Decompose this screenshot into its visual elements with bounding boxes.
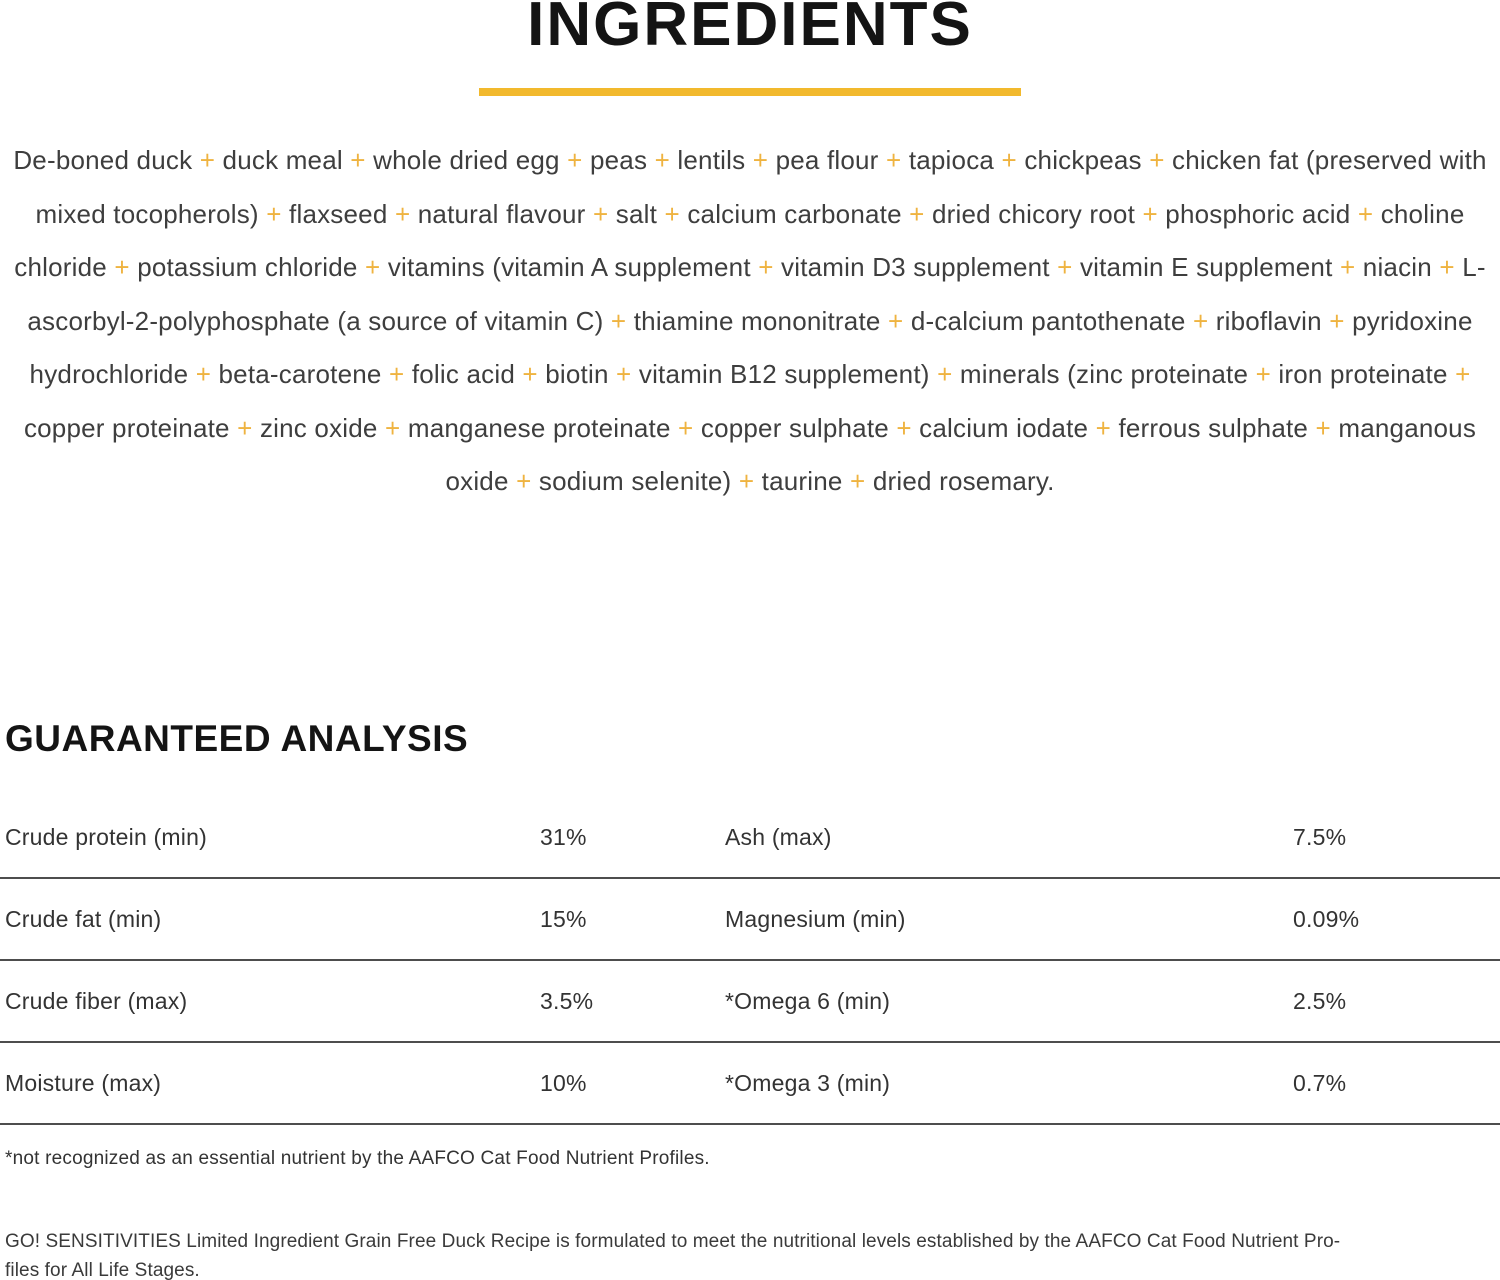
analysis-value: 10% — [540, 1069, 587, 1096]
formulation-line-2: files for All Life Stages. — [5, 1259, 200, 1280]
plus-separator: + — [1057, 252, 1073, 282]
plus-separator: + — [1439, 252, 1455, 282]
analysis-value: 0.09% — [1293, 905, 1360, 932]
analysis-row-fat-magnesium — [0, 879, 1500, 961]
plus-separator: + — [389, 359, 405, 389]
plus-separator: + — [237, 412, 253, 443]
plus-separator: + — [567, 145, 583, 175]
analysis-value: 3.5% — [540, 987, 594, 1014]
analysis-label: Moisture (max) — [5, 1069, 162, 1096]
plus-separator: + — [752, 145, 769, 175]
ingredients-title: INGREDIENTS — [527, 0, 973, 59]
plus-separator: + — [664, 198, 680, 229]
plus-separator: + — [522, 359, 538, 389]
analysis-value: 7.5% — [1293, 823, 1347, 850]
plus-separator: + — [850, 466, 866, 496]
plus-separator: + — [887, 305, 904, 336]
analysis-label: *Omega 3 (min) — [725, 1069, 891, 1096]
guaranteed-analysis-table — [0, 797, 1500, 1125]
analysis-label: Ash (max) — [725, 823, 832, 850]
analysis-label: Crude fiber (max) — [5, 987, 188, 1014]
plus-separator: + — [678, 412, 694, 443]
plus-separator: + — [885, 145, 902, 175]
plus-separator: + — [738, 466, 755, 496]
plus-separator: + — [592, 198, 609, 229]
plus-separator: + — [909, 198, 925, 229]
plus-separator: + — [616, 359, 632, 389]
plus-separator: + — [1455, 359, 1471, 389]
aafco-footnote: *not recognized as an essential nutrient by the AAFCO Cat Food Nutrient Profiles. — [5, 1148, 710, 1169]
analysis-value: 31% — [540, 823, 587, 850]
plus-separator: + — [266, 198, 282, 229]
plus-separator: + — [195, 359, 212, 389]
plus-separator: + — [937, 359, 953, 389]
plus-separator: + — [365, 252, 381, 282]
ingredients-list: De-boned duck + duck meal + whole dried egg + peas + lentils + pea flour + tapioca + chickpeas + chicken fat (preserved with mixed tocopherols) + flaxseed + natural flavour + salt + calcium carbonate + dried chicory root + phosphoric acid + choline chloride + potassium chloride + vitamins (vitamin A supplement + vitamin D3 supplement + vitamin E supplement + niacin + L-ascorbyl-2-polyphosphate (a source of vitamin C) + thiamine mononitrate + d-calcium pantothenate + riboflavin + pyridoxine hydrochloride + beta-carotene + folic acid + biotin + vitamin B12 supplement) + minerals (zinc proteinate + iron proteinate + copper proteinate + zinc oxide + manganese proteinate + copper sulphate + calcium iodate + ferrous sulphate + manganous oxide + sodium selenite) + taurine + dried rosemary. — [13, 145, 1487, 496]
plus-separator: + — [1329, 305, 1345, 336]
plus-separator: + — [350, 145, 366, 175]
formulation-statement — [5, 1228, 1340, 1280]
plus-separator: + — [385, 412, 401, 443]
plus-separator: + — [516, 466, 532, 496]
plus-separator: + — [1095, 412, 1111, 443]
plus-separator: + — [1255, 359, 1271, 389]
plus-separator: + — [1142, 198, 1158, 229]
analysis-row-moisture-omega3 — [0, 1043, 1500, 1125]
analysis-value: 2.5% — [1293, 987, 1347, 1014]
plus-separator: + — [1357, 198, 1374, 229]
plus-separator: + — [896, 412, 912, 443]
title-underline — [479, 88, 1021, 96]
analysis-label: *Omega 6 (min) — [725, 987, 891, 1014]
plus-separator: + — [1315, 412, 1331, 443]
guaranteed-analysis-title: GUARANTEED ANALYSIS — [5, 718, 469, 759]
plus-separator: + — [1192, 305, 1209, 336]
plus-separator: + — [1339, 252, 1356, 282]
plus-separator: + — [114, 252, 130, 282]
plus-separator: + — [610, 305, 627, 336]
analysis-row-fiber-omega6 — [0, 961, 1500, 1043]
plus-separator: + — [1001, 145, 1017, 175]
analysis-row-protein-ash — [0, 797, 1500, 879]
analysis-label: Crude protein (min) — [5, 823, 207, 850]
analysis-value: 15% — [540, 905, 587, 932]
plus-separator: + — [654, 145, 670, 175]
plus-separator: + — [199, 145, 216, 175]
plus-separator: + — [1149, 145, 1165, 175]
formulation-line-1: GO! SENSITIVITIES Limited Ingredient Grain Free Duck Recipe is formulated to meet the nutritional levels established by the AAFCO Cat Food Nutrient Pro- — [5, 1231, 1341, 1252]
plus-separator: + — [758, 252, 774, 282]
analysis-label: Crude fat (min) — [5, 905, 162, 932]
analysis-value: 0.7% — [1293, 1069, 1347, 1096]
plus-separator: + — [394, 198, 411, 229]
analysis-label: Magnesium (min) — [725, 905, 906, 932]
